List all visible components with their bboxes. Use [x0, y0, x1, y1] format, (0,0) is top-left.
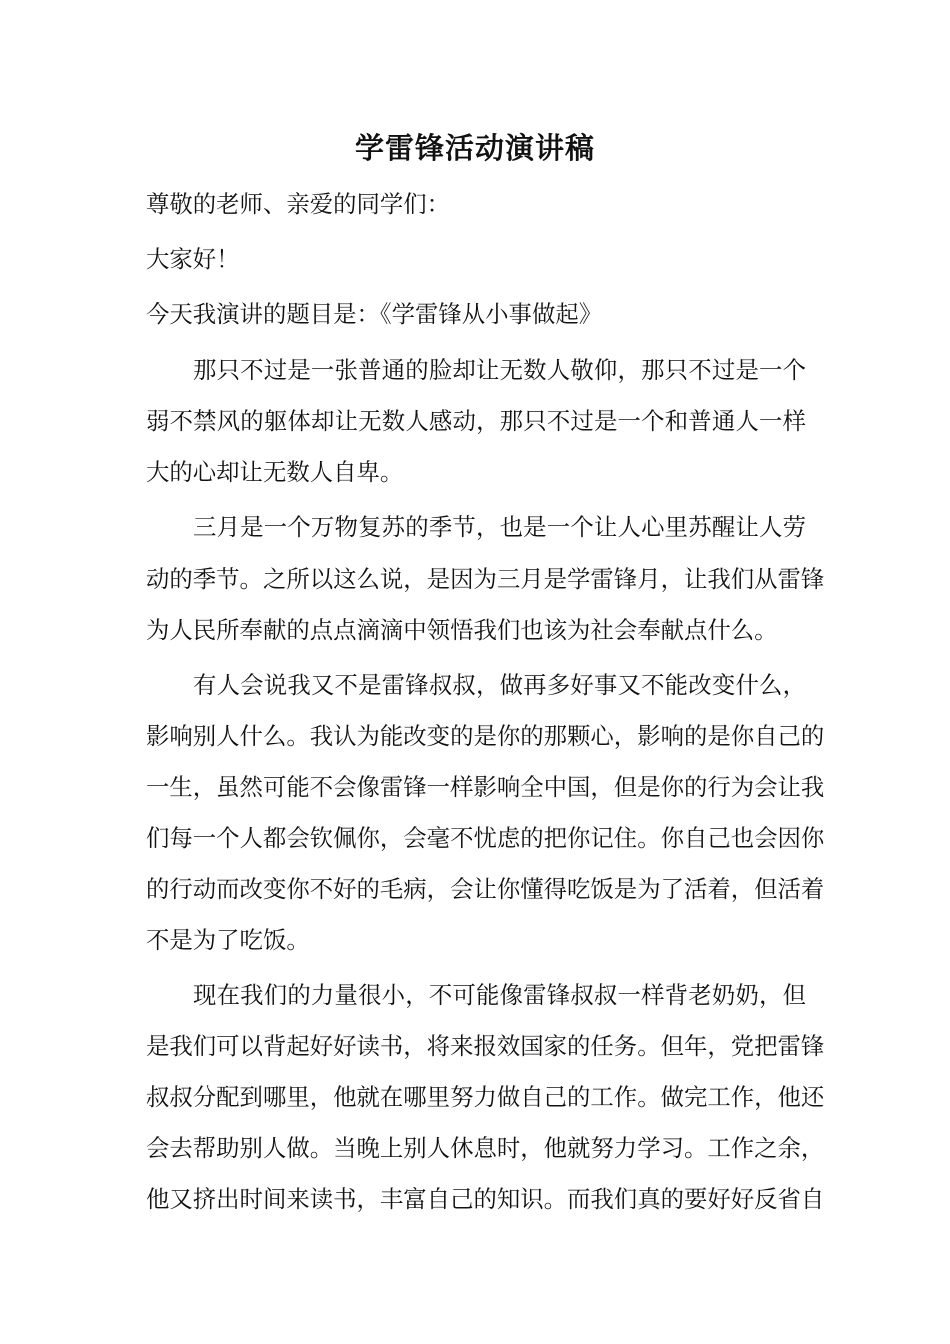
paragraph-3-line-1: 有人会说我又不是雷锋叔叔，做再多好事又不能改变什么， — [193, 671, 806, 699]
paragraph-3-line-2: 影响别人什么。我认为能改变的是你的那颗心，影响的是你自己的 — [146, 722, 825, 750]
speech-topic: 今天我演讲的题目是：《学雷锋从小事做起》 — [146, 300, 603, 328]
paragraph-2-line-2: 动的季节。之所以这么说，是因为三月是学雷锋月，让我们从雷锋 — [146, 565, 825, 593]
paragraph-1-line-2: 弱不禁风的躯体却让无数人感动，那只不过是一个和普通人一样 — [146, 407, 806, 435]
paragraph-4-line-3: 叔叔分配到哪里，他就在哪里努力做自己的工作。做完工作，他还 — [146, 1083, 825, 1111]
paragraph-3-line-6: 不是为了吃饭。 — [146, 926, 310, 954]
paragraph-4-line-2: 是我们可以背起好好读书，将来报效国家的任务。但年，党把雷锋 — [146, 1032, 825, 1060]
paragraph-1-line-1: 那只不过是一张普通的脸却让无数人敬仰，那只不过是一个 — [193, 356, 806, 384]
paragraph-3-line-5: 的行动而改变你不好的毛病，会让你懂得吃饭是为了活着，但活着 — [146, 875, 825, 903]
greeting: 大家好！ — [146, 245, 240, 273]
paragraph-4-line-4: 会去帮助别人做。当晚上别人休息时，他就努力学习。工作之余， — [146, 1134, 825, 1162]
salutation: 尊敬的老师、亲爱的同学们： — [146, 190, 451, 218]
paragraph-4-line-1: 现在我们的力量很小，不可能像雷锋叔叔一样背老奶奶，但 — [193, 981, 806, 1009]
paragraph-3-line-4: 们每一个人都会钦佩你，会毫不忧虑的把你记住。你自己也会因你 — [146, 824, 825, 852]
paragraph-2-line-1: 三月是一个万物复苏的季节，也是一个让人心里苏醒让人劳 — [193, 513, 806, 541]
paragraph-2-line-3: 为人民所奉献的点点滴滴中领悟我们也该为社会奉献点什么。 — [146, 616, 778, 644]
paragraph-4-line-5: 他又挤出时间来读书，丰富自己的知识。而我们真的要好好反省自 — [146, 1185, 825, 1213]
document-title: 学雷锋活动演讲稿 — [354, 131, 595, 165]
paragraph-3-line-3: 一生，虽然可能不会像雷锋一样影响全中国，但是你的行为会让我 — [146, 773, 825, 801]
paragraph-1-line-3: 大的心却让无数人自卑。 — [146, 458, 404, 486]
